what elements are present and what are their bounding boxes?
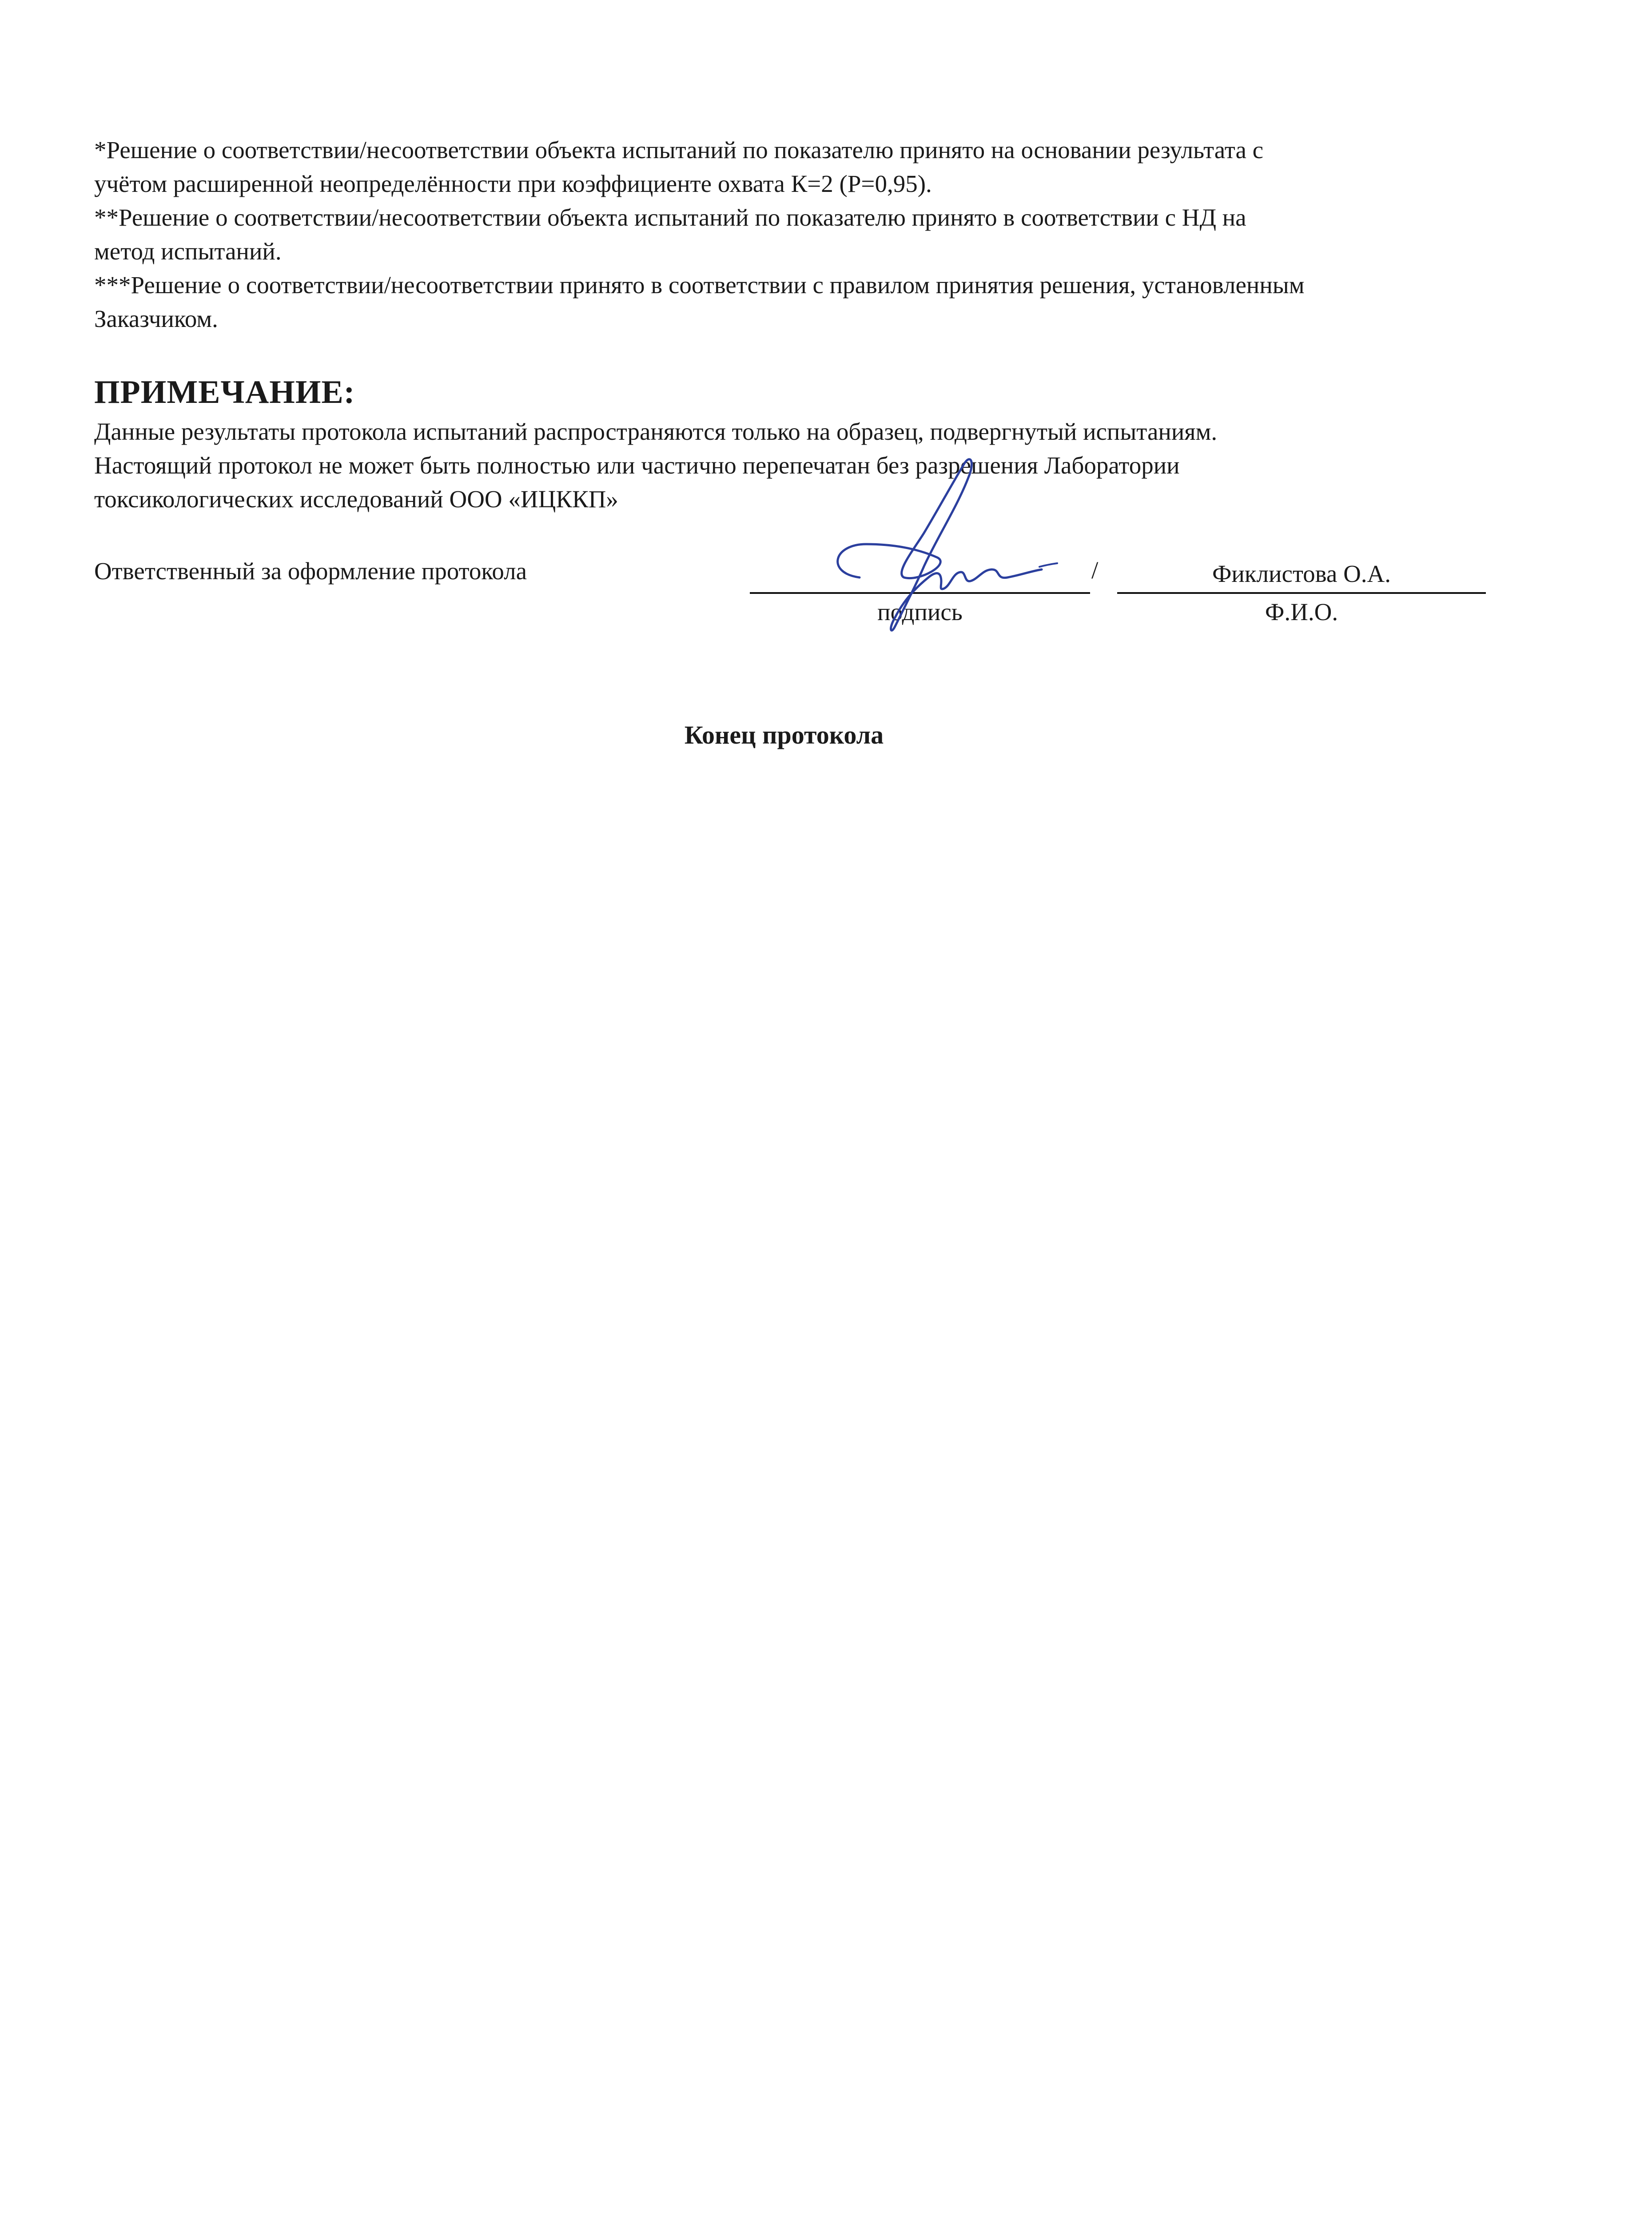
signature-stroke bbox=[1039, 563, 1057, 567]
footnotes bbox=[94, 133, 1507, 336]
name-caption: Ф.И.О. bbox=[1265, 598, 1338, 625]
note-line: Настоящий протокол не может быть полностью или частично перепечатан без разрешения Лаборатории bbox=[94, 452, 1180, 479]
signature-caption: подпись bbox=[877, 598, 963, 625]
note-line: токсикологических исследований ООО «ИЦККП» bbox=[94, 486, 618, 513]
footnote-line: **Решение о соответствии/несоответствии объекта испытаний по показателю принято в соответствии с НД на bbox=[94, 204, 1246, 231]
note-body bbox=[94, 415, 1507, 516]
end-of-protocol: Конец протокола bbox=[684, 720, 884, 749]
footnote-line: ***Решение о соответствии/несоответствии принято в соответствии с правилом принятия решения, установленным bbox=[94, 271, 1305, 299]
signature-stroke bbox=[838, 459, 1042, 630]
footnote-line: *Решение о соответствии/несоответствии объекта испытаний по показателю принято на основании результата с bbox=[94, 136, 1264, 163]
responsible-label: Ответственный за оформление протокола bbox=[94, 557, 527, 585]
handwritten-signature bbox=[817, 444, 1066, 640]
name-line bbox=[1117, 592, 1486, 594]
note-heading: ПРИМЕЧАНИЕ: bbox=[94, 374, 355, 410]
responsible-name: Фиклистова О.А. bbox=[1212, 560, 1391, 587]
footnote-line: Заказчиком. bbox=[94, 305, 218, 332]
footnote-line: метод испытаний. bbox=[94, 238, 282, 265]
footnote-line: учётом расширенной неопределённости при коэффициенте охвата К=2 (Р=0,95). bbox=[94, 170, 932, 197]
separator-slash: / bbox=[1091, 557, 1099, 584]
note-line: Данные результаты протокола испытаний распространяются только на образец, подвергнутый испытаниям. bbox=[94, 418, 1218, 445]
